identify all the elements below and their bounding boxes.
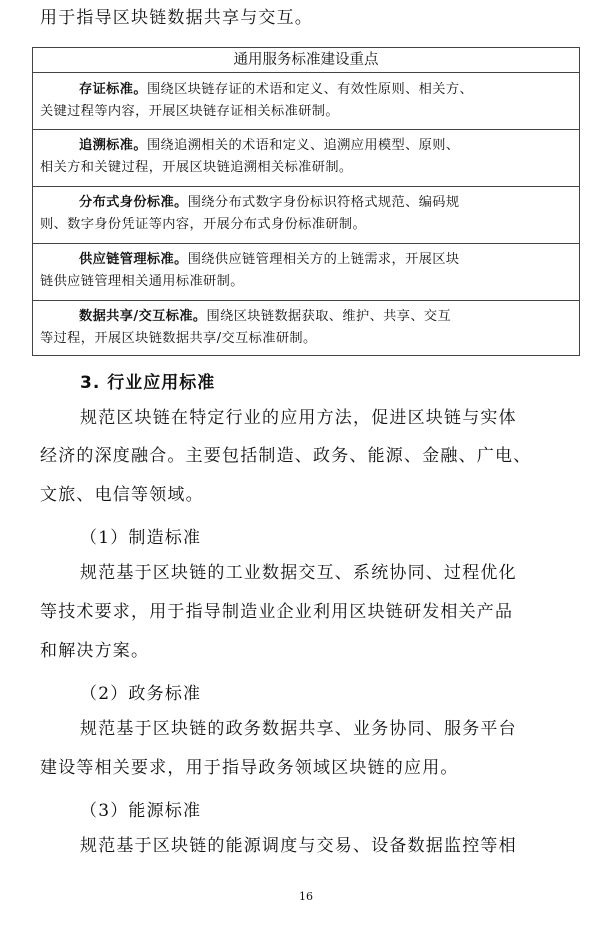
table-row bbox=[33, 243, 579, 301]
row-term: 供应链管理标准。 bbox=[79, 252, 188, 267]
table-row bbox=[33, 186, 579, 244]
row-text: 围绕分布式数字身份标识符格式规范、编码规 bbox=[187, 195, 460, 210]
paragraph-line: 规范基于区块链的能源调度与交易、设备数据监控等相 bbox=[80, 836, 517, 856]
paragraph-line: 等技术要求，用于指导制造业企业利用区块链研发相关产品 bbox=[40, 602, 514, 622]
section-heading: 3. 行业应用标准 bbox=[80, 373, 216, 393]
row-text: 围绕区块链存证的术语和定义、有效性原则、相关方、 bbox=[146, 82, 474, 97]
row-term: 追溯标准。 bbox=[79, 138, 147, 153]
row-term: 存证标准。 bbox=[79, 82, 147, 97]
row-term: 分布式身份标准。 bbox=[79, 195, 188, 210]
table-row bbox=[33, 129, 579, 187]
row-line-1 bbox=[79, 307, 572, 327]
table-row bbox=[33, 73, 579, 130]
subsection-title: （3）能源标准 bbox=[80, 801, 202, 821]
row-line-1 bbox=[79, 80, 572, 100]
row-line-2: 则、数字身份凭证等内容，开展分布式身份标准研制。 bbox=[40, 217, 367, 232]
continued-text: 用于指导区块链数据共享与交互。 bbox=[40, 8, 313, 28]
row-line-1 bbox=[79, 136, 572, 156]
row-line-2: 链供应链管理相关通用标准研制。 bbox=[40, 274, 244, 289]
row-line-2: 等过程，开展区块链数据共享/交互标准研制。 bbox=[40, 331, 317, 346]
row-text: 围绕区块链数据获取、维护、共享、交互 bbox=[206, 309, 452, 324]
row-line-2: 相关方和关键过程，开展区块链追溯相关标准研制。 bbox=[40, 160, 353, 175]
paragraph-line: 和解决方案。 bbox=[40, 641, 150, 661]
paragraph-line: 规范基于区块链的工业数据交互、系统协同、过程优化 bbox=[80, 563, 517, 583]
row-term: 数据共享/交互标准。 bbox=[79, 309, 207, 324]
page-number: 16 bbox=[299, 890, 313, 903]
row-text: 围绕追溯相关的术语和定义、追溯应用模型、原则、 bbox=[146, 138, 460, 153]
paragraph-line: 规范区块链在特定行业的应用方法，促进区块链与实体 bbox=[80, 408, 517, 428]
row-line-1 bbox=[79, 193, 572, 213]
row-line-2: 关键过程等内容，开展区块链存证相关标准研制。 bbox=[40, 104, 339, 119]
key-points-table bbox=[32, 47, 580, 356]
subsection-title: （1）制造标准 bbox=[80, 528, 202, 548]
paragraph-line: 建设等相关要求，用于指导政务领域区块链的应用。 bbox=[40, 758, 459, 778]
paragraph-line: 经济的深度融合。主要包括制造、政务、能源、金融、广电、 bbox=[40, 446, 532, 466]
paragraph-line: 规范基于区块链的政务数据共享、业务协同、服务平台 bbox=[80, 719, 517, 739]
table-title: 通用服务标准建设重点 bbox=[33, 48, 579, 73]
paragraph-line: 文旅、电信等领域。 bbox=[40, 485, 204, 505]
table-row bbox=[33, 300, 579, 355]
row-line-1 bbox=[79, 250, 572, 270]
row-text: 围绕供应链管理相关方的上链需求，开展区块 bbox=[187, 252, 460, 267]
subsection-title: （2）政务标准 bbox=[80, 684, 202, 704]
